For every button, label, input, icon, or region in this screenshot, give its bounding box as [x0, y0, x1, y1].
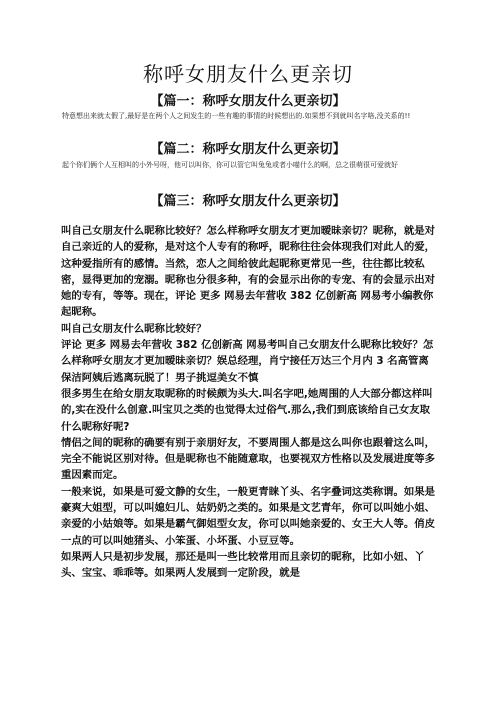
body-paragraph: 叫自己女朋友什么昵称比较好？ — [61, 322, 207, 335]
body-paragraph: 叫自己女朋友什么昵称比较好？怎么样称呼女朋友才更加暧昧亲切？昵称，就是对自己亲近的人的爱称，是对这个人专有的称呼，昵称往往会体现我们对此人的爱，这种爱指所有的感情。当然，恋人之间给彼此起昵称更常见一些，往往都比较私密，显得更加的宠溺。昵称也分很多种，有的会显示出你的专宠、有的会显示出对她的专有，等等。现在，评论 更多 网易去年营收 382 亿创新高 网易考小编教你起昵称。 — [61, 225, 436, 319]
section-heading-2: 【篇二：称呼女朋友什么更亲切】 — [150, 142, 346, 157]
section-text-2: 起个你们俩个人互相叫的小外号呀，他可以叫你，你可以管它叫兔兔或者小喵什么的啊，总之很萌很可爱就好 — [62, 161, 398, 169]
section-text-1: 特意想出来就太假了,最好是在两个人之间发生的一些有趣的事情的时候想出的.如果想不到就叫名字咯,没关系的!! — [62, 112, 411, 120]
body-paragraph: 如果两人只是初步发展，那还是叫一些比较常用而且亲切的昵称，比如小妞、丫头、宝宝、乖乖等。如果两人发展到一定阶段，就是 — [61, 550, 425, 580]
section-heading-3: 【篇三：称呼女朋友什么更亲切】 — [150, 194, 346, 209]
body-paragraph: 很多男生在给女朋友取昵称的时候颇为头大.叫名字吧,她周围的人大部分都这样叫的,实在没什么创意.叫宝贝之类的也觉得太过俗气.那么,我们到底该给自己女友取什么昵称好呢? — [61, 387, 433, 433]
document-title: 称呼女朋友什么更亲切 — [143, 62, 353, 86]
article-body — [61, 223, 439, 582]
body-paragraph: 评论 更多 网易去年营收 382 亿创新高 网易考叫自己女朋友什么昵称比较好？怎么样称呼女朋友才更加暧昧亲切？娱总经理，肖宁接任万达三个月内 3 名高管离保洁阿姨后逃离玩脱了！男子挑逗美女不慎 — [61, 339, 434, 384]
body-paragraph: 情侣之间的昵称的确要有别于亲朋好友，不要周围人都是这么叫你也跟着这么叫，完全不能说区别对待。但是昵称也不能随意取，也要视双方性格以及发展进度等多重因素而定。 — [61, 436, 436, 482]
section-heading-1: 【篇一：称呼女朋友什么更亲切】 — [150, 94, 346, 109]
body-paragraph: 一般来说，如果是可爱文静的女生，一般更青睐丫头、名字叠词这类称谓。如果是豪爽大姐型，可以叫媳妇儿、姑奶奶之类的。如果是文艺青年，你可以叫她小姐、亲爱的小姑娘等。如果是霸气御姐型女友，你可以叫她亲爱的、女王大人等。俏皮一点的可以叫她猪头、小笨蛋、小坏蛋、小豆豆等。 — [61, 485, 436, 547]
